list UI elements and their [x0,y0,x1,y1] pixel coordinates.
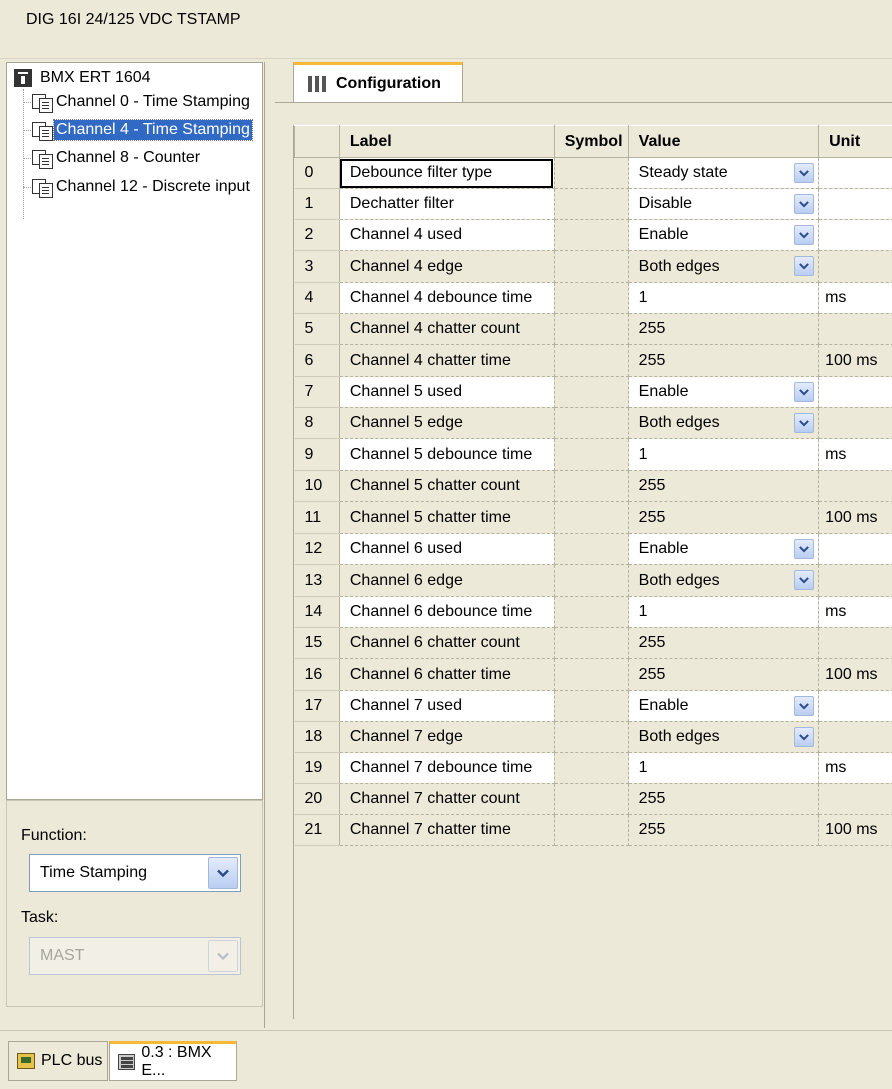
row-label[interactable]: Channel 5 chatter count [339,471,554,502]
row-value[interactable] [628,189,818,220]
row-symbol[interactable] [554,251,628,283]
grid-header-row [295,126,892,158]
row-value-text: 255 [639,790,666,807]
row-unit: 100 ms [819,815,892,846]
tree-item-label: Channel 0 - Time Stamping [54,92,252,112]
chevron-down-icon[interactable] [794,413,814,433]
tab-plc-bus[interactable] [8,1041,108,1081]
row-index[interactable]: 8 [295,408,340,439]
row-value[interactable] [628,345,818,377]
row-symbol[interactable] [554,502,628,534]
row-value-text: Enable [639,540,689,557]
tree-item-channel-8[interactable] [25,146,202,170]
row-label[interactable]: Channel 4 chatter count [339,314,554,345]
row-value-text: Both edges [639,572,720,589]
row-unit [819,784,892,815]
row-value-text: 255 [639,634,666,651]
row-value[interactable] [628,158,818,189]
row-value-text: Disable [639,195,692,212]
row-symbol[interactable] [554,158,628,189]
chevron-down-icon[interactable] [794,382,814,402]
tree-root-label: BMX ERT 1604 [40,69,151,87]
channel-icon [31,178,53,196]
row-symbol[interactable] [554,659,628,691]
row-label[interactable]: Channel 7 chatter count [339,784,554,815]
row-label[interactable]: Channel 5 edge [339,408,554,439]
row-label[interactable]: Channel 6 edge [339,565,554,597]
row-symbol[interactable] [554,815,628,846]
table-row[interactable] [295,220,892,251]
tree-item-channel-12[interactable] [25,175,252,199]
row-label[interactable]: Debounce filter type [339,158,554,189]
function-panel [6,800,263,1007]
table-row[interactable] [295,408,892,439]
tree-item-label: Channel 8 - Counter [54,148,202,168]
row-unit [819,628,892,659]
row-value-text: 255 [639,821,666,838]
row-symbol[interactable] [554,565,628,597]
tree-root-module[interactable] [14,67,151,89]
row-label[interactable]: Channel 6 chatter time [339,659,554,691]
row-value-text: Enable [639,697,689,714]
table-row[interactable] [295,345,892,377]
row-unit [819,158,892,189]
row-value[interactable] [628,753,818,784]
tab-plc-bus-label: PLC bus [41,1052,102,1070]
row-symbol[interactable] [554,189,628,220]
row-index[interactable]: 14 [295,597,340,628]
chevron-down-icon[interactable] [794,570,814,590]
row-index[interactable]: 16 [295,659,340,691]
table-row[interactable] [295,314,892,345]
row-unit: ms [819,597,892,628]
row-label[interactable]: Channel 6 used [339,534,554,565]
row-symbol[interactable] [554,314,628,345]
table-row[interactable] [295,565,892,597]
function-select[interactable] [29,854,241,892]
task-select-value: MAST [40,947,84,965]
row-symbol[interactable] [554,345,628,377]
row-symbol[interactable] [554,628,628,659]
chevron-down-icon[interactable] [794,727,814,747]
channel-icon [31,93,53,111]
tab-module-editor-label: 0.3 : BMX E... [141,1044,236,1080]
row-value-text: Both edges [639,258,720,275]
row-index[interactable]: 1 [295,189,340,220]
table-row[interactable] [295,659,892,691]
tree-item-channel-4[interactable] [25,118,252,142]
chevron-down-icon[interactable] [794,256,814,276]
table-row[interactable] [295,439,892,471]
table-row[interactable] [295,377,892,408]
row-symbol[interactable] [554,784,628,815]
row-unit [819,408,892,439]
row-value[interactable] [628,597,818,628]
row-value[interactable] [628,251,818,283]
row-value-text: 255 [639,666,666,683]
table-row[interactable] [295,628,892,659]
row-unit: ms [819,283,892,314]
function-label: Function: [21,827,87,845]
row-value-text: 1 [639,603,648,620]
tree-item-label: Channel 12 - Discrete input [54,177,252,197]
row-index[interactable]: 4 [295,283,340,314]
row-value[interactable] [628,628,818,659]
row-value[interactable] [628,283,818,314]
row-symbol[interactable] [554,597,628,628]
row-unit: ms [819,439,892,471]
parameter-grid-container [293,125,892,1019]
parameter-grid [294,125,892,846]
row-value-text: 255 [639,320,666,337]
row-symbol[interactable] [554,408,628,439]
table-row[interactable] [295,815,892,846]
row-label[interactable]: Channel 4 chatter time [339,345,554,377]
row-unit [819,722,892,753]
row-value-text: Steady state [639,164,728,181]
row-symbol[interactable] [554,534,628,565]
row-unit: ms [819,753,892,784]
row-unit [819,565,892,597]
row-value[interactable] [628,220,818,251]
row-index[interactable]: 10 [295,471,340,502]
configuration-icon [306,74,328,94]
row-label[interactable]: Channel 5 debounce time [339,439,554,471]
row-unit [819,314,892,345]
row-index[interactable]: 7 [295,377,340,408]
row-symbol[interactable] [554,220,628,251]
bottom-tab-bar [0,1030,892,1089]
task-select [29,937,241,975]
row-index[interactable]: 15 [295,628,340,659]
row-symbol[interactable] [554,722,628,753]
chevron-down-icon[interactable] [794,163,814,183]
row-index[interactable]: 17 [295,691,340,722]
row-unit: 100 ms [819,502,892,534]
table-row[interactable] [295,534,892,565]
row-label[interactable]: Channel 4 used [339,220,554,251]
row-index[interactable]: 0 [295,158,340,189]
row-value[interactable] [628,408,818,439]
table-row[interactable] [295,691,892,722]
channel-icon [31,121,53,139]
row-unit [819,251,892,283]
row-label[interactable]: Channel 4 debounce time [339,283,554,314]
function-select-value: Time Stamping [40,864,147,882]
row-value[interactable] [628,722,818,753]
chevron-down-icon[interactable] [794,539,814,559]
row-unit [819,534,892,565]
row-value[interactable] [628,439,818,471]
row-value[interactable] [628,565,818,597]
row-index[interactable]: 5 [295,314,340,345]
row-unit: 100 ms [819,345,892,377]
table-row[interactable] [295,283,892,314]
channel-icon [31,149,53,167]
row-value-text: 1 [639,759,648,776]
row-value-text: 255 [639,509,666,526]
row-index[interactable]: 6 [295,345,340,377]
row-value[interactable] [628,784,818,815]
tree-item-channel-0[interactable] [25,90,252,114]
row-symbol[interactable] [554,753,628,784]
row-value-text: 1 [639,446,648,463]
row-label[interactable]: Channel 4 edge [339,251,554,283]
module-icon [14,69,32,87]
chevron-down-icon[interactable] [208,857,238,889]
tab-configuration[interactable] [293,62,463,102]
table-row[interactable] [295,251,892,283]
table-row[interactable] [295,784,892,815]
row-symbol[interactable] [554,691,628,722]
row-value-text: Both edges [639,728,720,745]
row-index[interactable]: 13 [295,565,340,597]
tab-configuration-label: Configuration [336,75,441,93]
row-unit [819,189,892,220]
row-symbol[interactable] [554,283,628,314]
row-label[interactable]: Channel 5 used [339,377,554,408]
row-index[interactable]: 12 [295,534,340,565]
chevron-down-icon [208,940,238,972]
row-label[interactable]: Dechatter filter [339,189,554,220]
row-index[interactable]: 3 [295,251,340,283]
row-unit [819,691,892,722]
configuration-area [264,62,892,1028]
table-row[interactable] [295,189,892,220]
row-value-text: Both edges [639,414,720,431]
row-symbol[interactable] [554,439,628,471]
table-row[interactable] [295,722,892,753]
row-value-text: Enable [639,383,689,400]
row-label[interactable]: Channel 6 debounce time [339,597,554,628]
header-label[interactable]: Label [339,126,554,158]
module-tree [6,62,263,800]
tab-module-editor[interactable] [109,1041,237,1081]
row-unit [819,220,892,251]
task-label: Task: [21,909,58,927]
row-index[interactable]: 9 [295,439,340,471]
table-row[interactable] [295,753,892,784]
row-unit [819,377,892,408]
row-label[interactable]: Channel 7 debounce time [339,753,554,784]
row-value[interactable] [628,471,818,502]
row-value[interactable] [628,314,818,345]
row-value[interactable] [628,377,818,408]
row-symbol[interactable] [554,377,628,408]
row-index[interactable]: 19 [295,753,340,784]
table-row[interactable] [295,158,892,189]
row-value[interactable] [628,815,818,846]
table-row[interactable] [295,502,892,534]
row-value-text: Enable [639,226,689,243]
table-row[interactable] [295,597,892,628]
table-row[interactable] [295,471,892,502]
row-index[interactable]: 2 [295,220,340,251]
row-label[interactable]: Channel 6 chatter count [339,628,554,659]
row-label[interactable]: Channel 7 edge [339,722,554,753]
row-unit [819,471,892,502]
header-symbol[interactable]: Symbol [554,126,628,158]
row-label[interactable]: Channel 7 used [339,691,554,722]
rack-module-icon [118,1054,135,1070]
row-index[interactable]: 18 [295,722,340,753]
configuration-tab-body [275,102,892,1019]
chevron-down-icon[interactable] [794,225,814,245]
row-unit: 100 ms [819,659,892,691]
window-title-bar [0,0,892,59]
row-value[interactable] [628,691,818,722]
row-value[interactable] [628,659,818,691]
row-index[interactable]: 20 [295,784,340,815]
tree-item-label: Channel 4 - Time Stamping [54,120,252,140]
header-index [295,126,340,158]
row-value[interactable] [628,502,818,534]
chevron-down-icon[interactable] [794,194,814,214]
window-title: DIG 16I 24/125 VDC TSTAMP [26,11,241,29]
row-symbol[interactable] [554,471,628,502]
plc-bus-icon [17,1053,35,1069]
row-index[interactable]: 11 [295,502,340,534]
row-value-text: 255 [639,352,666,369]
header-value[interactable]: Value [628,126,818,158]
chevron-down-icon[interactable] [794,696,814,716]
row-label[interactable]: Channel 7 chatter time [339,815,554,846]
row-index[interactable]: 21 [295,815,340,846]
header-unit[interactable]: Unit [819,126,892,158]
row-value-text: 1 [639,289,648,306]
row-value-text: 255 [639,477,666,494]
tree-connector [23,89,24,219]
row-value[interactable] [628,534,818,565]
row-label[interactable]: Channel 5 chatter time [339,502,554,534]
